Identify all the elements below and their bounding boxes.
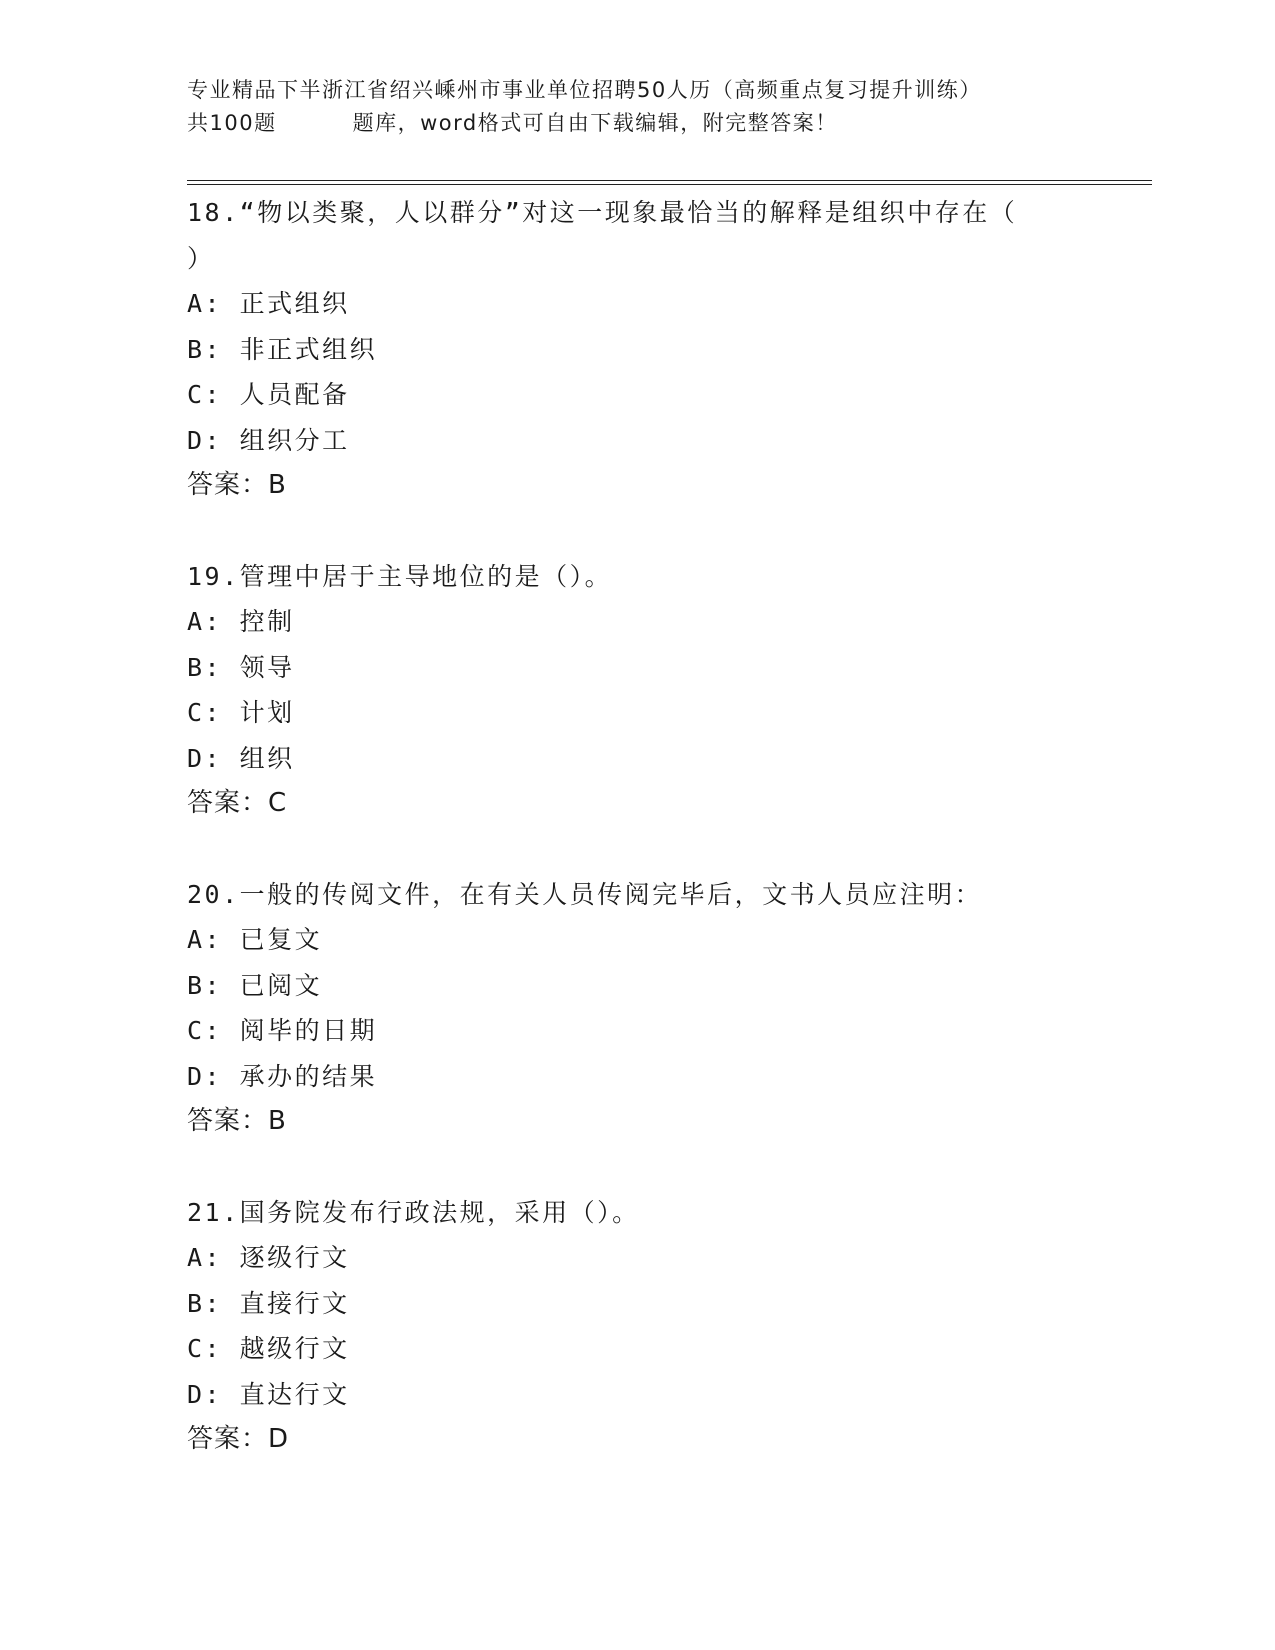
option-a: A: 逐级行文: [187, 1243, 350, 1272]
option-b: B: 已阅文: [187, 970, 323, 1000]
question-item: [187, 872, 1147, 1145]
question-text: 20.一般的传阅文件，在有关人员传阅完毕后，文书人员应注明：: [187, 879, 983, 909]
option-b: B: 非正式组织: [187, 334, 378, 364]
option-d: D: 组织分工: [187, 425, 350, 455]
header-divider-bottom: [187, 184, 1152, 185]
header-title-line: 专业精品下半浙江省绍兴嵊州市事业单位招聘50人历（高频重点复习提升训练）: [187, 78, 982, 102]
option-c: C: 阅毕的日期: [187, 1016, 378, 1045]
option-a: A: 正式组织: [187, 289, 350, 318]
option-c: C: 越级行文: [187, 1334, 350, 1363]
question-item: [187, 190, 1147, 509]
header-note: 题库，word格式可自由下载编辑，附完整答案！: [352, 111, 838, 135]
option-c: C: 人员配备: [187, 380, 350, 409]
option-c: C: 计划: [187, 698, 295, 727]
option-d: D: 直达行文: [187, 1379, 350, 1409]
question-text: 21.国务院发布行政法规，采用（）。: [187, 1197, 640, 1227]
question-text: 18.“物以类聚，人以群分”对这一现象最恰当的解释是组织中存在（ ）: [187, 198, 1018, 273]
option-b: B: 领导: [187, 652, 295, 682]
question-list: [187, 190, 1147, 1463]
header-count: 共100题: [187, 111, 277, 135]
question-item: [187, 554, 1147, 827]
header-subtitle-line: [187, 107, 1147, 140]
option-a: A: 已复文: [187, 925, 323, 954]
option-b: B: 直接行文: [187, 1288, 350, 1318]
answer-line: 答案：D: [187, 1424, 290, 1454]
answer-line: 答案：B: [187, 1106, 287, 1136]
document-header: [187, 74, 1147, 140]
answer-line: 答案：C: [187, 788, 288, 818]
option-d: D: 组织: [187, 743, 295, 773]
header-divider-top: [187, 180, 1152, 181]
option-a: A: 控制: [187, 607, 295, 636]
question-item: [187, 1190, 1147, 1463]
option-d: D: 承办的结果: [187, 1061, 378, 1091]
answer-line: 答案：B: [187, 470, 287, 500]
question-text: 19.管理中居于主导地位的是（）。: [187, 561, 613, 591]
